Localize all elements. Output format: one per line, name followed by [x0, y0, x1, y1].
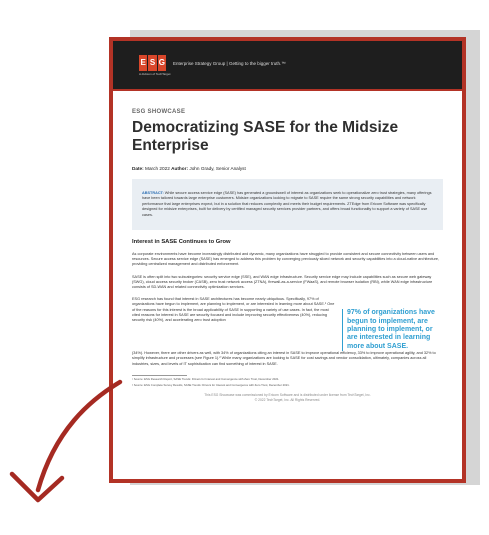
paragraph-3-column: ESG research has found that interest in SASE architectures has become nearly ubiquitous. Specifically, 97% of organizations have begun to implement, are planning to implement, or are interested in learning more about SASE.¹ One of the reasons for this interest is the broad applicability of SASE in supporting a variety of use cases. In fact, the most cited reasons for interest in SASE are security focused and include improving security effectiveness (40%), reducing security risk (40%), and accelerating zero trust adoption	[132, 297, 335, 323]
pull-quote: 97% of organizations have begun to implement, are planning to implement, or are interested in learning more about SASE.	[342, 309, 443, 351]
doc-kicker: ESG SHOWCASE	[132, 109, 186, 115]
paragraph-3-rest: (34%). However, there are other drivers as well, with 34% of organizations citing an interest in SASE to improve operational efficiency, 33% to improve operational agility, and 32% to simplify infrastructure and processes (see Figure 1).² While many organizations are looking to SASE for cost savings and vendor consolidation, ultimately, companies across all industries, sizes, and levels of IT sophistication can find something of interest in SASE.	[132, 351, 436, 366]
abstract-box: ABSTRACT: While secure access service edge (SASE) has generated a groundswell of interest as organizations seek to operationalize zero trust strategies, many offerings have been tailored towards large enterprise customers. Midsize organizations looking to migrate to SASE require the same strong security capabilities and network performance that large enterprises expect, but in a solution that reduces complexity and meets their budget requirements. ZTEdge from Ericom Software was specifically designed for midsize enterprises, built for delivery by certified managed security services provider partners, and offers broad functionality to support a variety of SASE use cases.	[132, 179, 443, 230]
esg-logo: E S G	[139, 55, 167, 71]
paragraph-1: As corporate environments have become increasingly distributed and dynamic, many organizations have struggled to provide consistent and secure connectivity between users and resources. Secure access service edge (SASE) has emerged to address this problem by converging previously siloed network and security capabilities into a cloud-native architecture, providing centralized management and distributed enforcement.	[132, 252, 440, 267]
doc-title: Democratizing SASE for the Midsize Enterprise	[132, 119, 399, 154]
section-heading: Interest in SASE Continues to Grow	[132, 239, 231, 246]
footnote-1: ¹ Source: ESG Research Report, SASE Trends: Drivers for Interest and Convergence with Zero Trust, December 2021.	[132, 377, 280, 382]
doc-meta: Date: March 2022 Author: John Grady, Senior Analyst	[132, 166, 246, 171]
banner-tagline: Enterprise Strategy Group | Getting to the bigger truth.™	[173, 61, 286, 66]
doc-footer: This ESG Showcase was commissioned by Ericom Software and is distributed under license from TechTarget, Inc. © 2022 TechTarget, Inc. All Rights Reserved.	[204, 393, 371, 402]
footnote-2: ² Source: ESG Complete Survey Results, SASE Trends: Drivers for Interest and Convergence with Zero Trust, December 2021.	[132, 383, 290, 388]
paragraph-2: SASE is often split into two subcategories: security service edge (SSE), and WAN edge infrastructure. Security service edge may include capabilities such as secure web gateway (SWG), cloud access security broker (CASB), zero trust network access (ZTNA), firewall-as-a-service (FWaaS), and remote browser isolation (RBI), while WAN edge infrastructure consists of SD-WAN and related connectivity optimization services.	[132, 274, 433, 290]
logo-subtitle: A division of TechTarget	[139, 72, 171, 76]
